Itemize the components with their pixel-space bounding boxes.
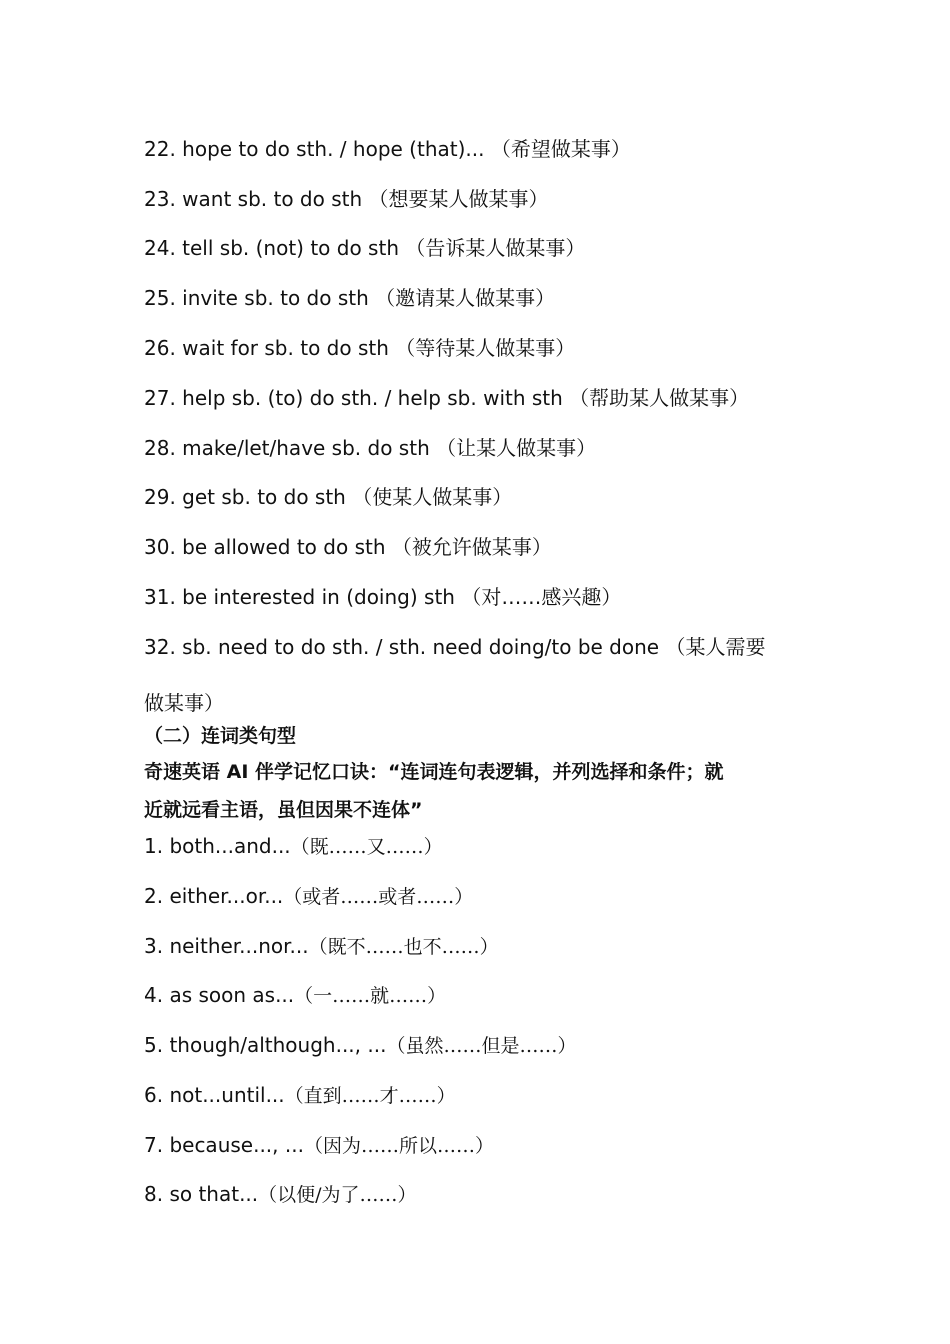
pattern-text: 4. as soon as... <box>144 983 295 1007</box>
pattern-text: 23. want sb. to do sth <box>144 187 369 211</box>
list-item <box>144 334 824 362</box>
pattern-meaning: （帮助某人做某事） <box>569 386 750 410</box>
pattern-text: 30. be allowed to do sth <box>144 535 392 559</box>
pattern-text: 6. not...until... <box>144 1083 285 1107</box>
pattern-text: 29. get sb. to do sth <box>144 485 353 509</box>
list-item <box>144 1180 824 1209</box>
list-item <box>144 882 824 911</box>
list-item-continuation: 做某事） <box>144 691 224 715</box>
pattern-meaning: （让某人做某事） <box>436 436 597 460</box>
pattern-meaning: （对……感兴趣） <box>461 585 622 609</box>
pattern-text: 3. neither...nor... <box>144 934 309 958</box>
pattern-meaning: （希望做某事） <box>490 137 631 161</box>
pattern-meaning: （因为……所以……） <box>303 1135 494 1157</box>
pattern-meaning: （使某人做某事） <box>352 485 513 509</box>
pattern-meaning: （既……又……） <box>290 836 443 858</box>
list-item <box>144 533 824 561</box>
pattern-text: 26. wait for sb. to do sth <box>144 336 396 360</box>
list-item <box>144 832 824 861</box>
pattern-meaning: （告诉某人做某事） <box>405 236 586 260</box>
list-item <box>144 434 824 462</box>
pattern-text: 31. be interested in (doing) sth <box>144 585 462 609</box>
list-item <box>144 483 824 511</box>
pattern-text: 32. sb. need to do sth. / sth. need doing/to be done <box>144 635 666 659</box>
pattern-text: 24. tell sb. (not) to do sth <box>144 236 406 260</box>
list-item <box>144 135 824 163</box>
pattern-text: 8. so that... <box>144 1182 259 1206</box>
pattern-meaning: （一……就……） <box>294 985 447 1007</box>
pattern-text: 1. both...and... <box>144 834 291 858</box>
pattern-text: 7. because..., ... <box>144 1133 304 1157</box>
pattern-meaning: （直到……才……） <box>284 1085 456 1107</box>
pattern-meaning: （既不……也不……） <box>308 936 499 958</box>
pattern-text: 2. either...or... <box>144 884 284 908</box>
pattern-meaning: （以便/为了……） <box>258 1184 417 1206</box>
list-item <box>144 981 824 1010</box>
pattern-meaning: （想要某人做某事） <box>368 187 549 211</box>
list-item <box>144 234 824 262</box>
pattern-meaning: （邀请某人做某事） <box>375 286 556 310</box>
section-heading: （二）连词类句型 <box>144 725 297 747</box>
pattern-meaning: （某人需要 <box>665 635 766 659</box>
list-item <box>144 1131 824 1160</box>
list-item <box>144 583 824 611</box>
pattern-text: 5. though/although..., ... <box>144 1033 387 1057</box>
pattern-text: 27. help sb. (to) do sth. / help sb. with sth <box>144 386 570 410</box>
pattern-meaning: （被允许做某事） <box>391 535 552 559</box>
list-item <box>144 185 824 213</box>
list-item <box>144 284 824 312</box>
pattern-meaning: （等待某人做某事） <box>395 336 576 360</box>
list-item <box>144 633 824 661</box>
list-item <box>144 932 824 961</box>
pattern-meaning: （或者……或者……） <box>283 886 474 908</box>
list-item <box>144 1031 824 1060</box>
pattern-text: 25. invite sb. to do sth <box>144 286 376 310</box>
pattern-meaning: （虽然……但是……） <box>386 1035 577 1057</box>
mnemonic-line-2: 近就远看主语，虽但因果不连体” <box>144 799 423 821</box>
list-item <box>144 384 824 412</box>
pattern-text: 28. make/let/have sb. do sth <box>144 436 437 460</box>
mnemonic-line-1: 奇速英语 AI 伴学记忆口诀：“连词连句表逻辑，并列选择和条件；就 <box>144 761 724 783</box>
list-item <box>144 1081 824 1110</box>
pattern-text: 22. hope to do sth. / hope (that)... <box>144 137 491 161</box>
